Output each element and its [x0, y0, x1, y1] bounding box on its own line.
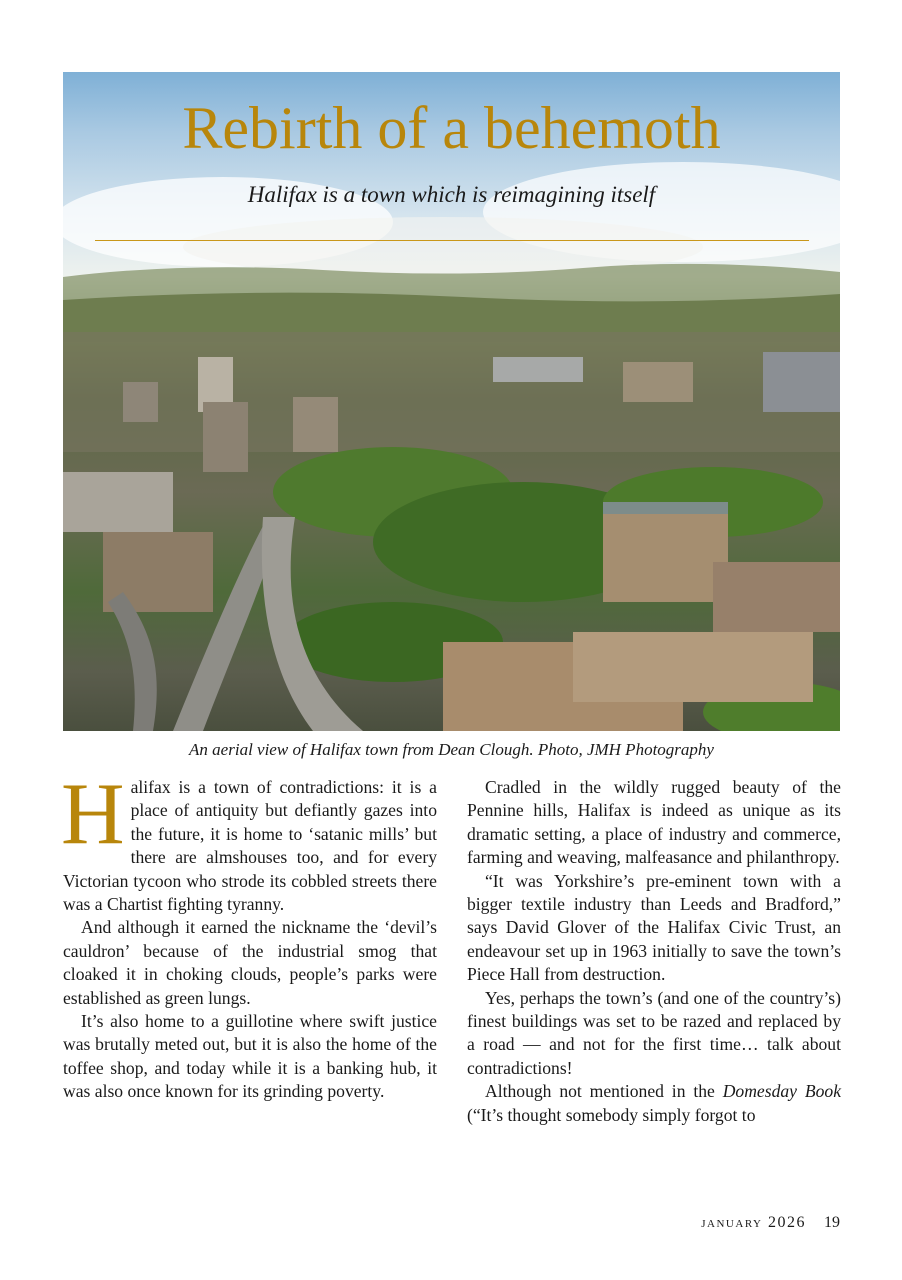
- article-subtitle: Halifax is a town which is reimagining itself: [247, 182, 656, 207]
- page-number: 19: [824, 1214, 840, 1231]
- paragraph: And although it earned the nickname the ‘devil’s cauldron’ because of the industrial smog that cloaked it in choking clouds, people’s parks were established as green lungs.: [63, 917, 437, 1008]
- book-title: Domesday Book: [722, 1081, 841, 1102]
- paragraph-lead: Although not mentioned in the: [485, 1081, 723, 1102]
- paragraph: [467, 1080, 841, 1127]
- hero-photo: [63, 72, 840, 731]
- paragraph: “It was Yorkshire’s pre-eminent town with a bigger textile industry than Leeds and Bradford,” says David Glover of the Halifax Civic Trust, an endeavour set up in 1963 initially to save the town’s Piece Hall from destruction.: [467, 870, 841, 985]
- photo-caption: An aerial view of Halifax town from Dean Clough. Photo, JMH Photography: [189, 740, 714, 759]
- page-footer: [701, 1214, 840, 1232]
- paragraph-text: alifax is a town of contradictions: it is a place of antiquity but defiantly gazes into the future, it is home to ‘satanic mills’ but there are almshouses too, and for every Victorian tycoon who strode its cobbled streets there was a Chartist fighting tyranny.: [63, 777, 437, 915]
- title-divider: [95, 240, 809, 241]
- article-title: Rebirth of a behemoth: [182, 95, 721, 161]
- left-column: [61, 766, 437, 1104]
- opening-paragraph: [61, 766, 437, 916]
- paragraph: Yes, perhaps the town’s (and one of the country’s) finest buildings was set to be razed and replaced by a road — and not for the first time… talk about contradictions!: [467, 987, 841, 1078]
- drop-cap: H: [61, 766, 125, 863]
- paragraph-tail: (“It’s thought somebody simply forgot to: [467, 1104, 756, 1125]
- right-column: [467, 776, 841, 1127]
- paragraph: It’s also home to a guillotine where swift justice was brutally meted out, but it is also the home of the toffee shop, and today while it is a banking hub, it was also once known for its grinding poverty.: [63, 1011, 437, 1102]
- aerial-town-illustration: [63, 72, 840, 731]
- issue-date: january 2026: [701, 1214, 806, 1231]
- paragraph: Cradled in the wildly rugged beauty of the Pennine hills, Halifax is indeed as unique as its dramatic setting, a place of industry and commerce, farming and weaving, malfeasance and philanthropy.: [467, 777, 841, 868]
